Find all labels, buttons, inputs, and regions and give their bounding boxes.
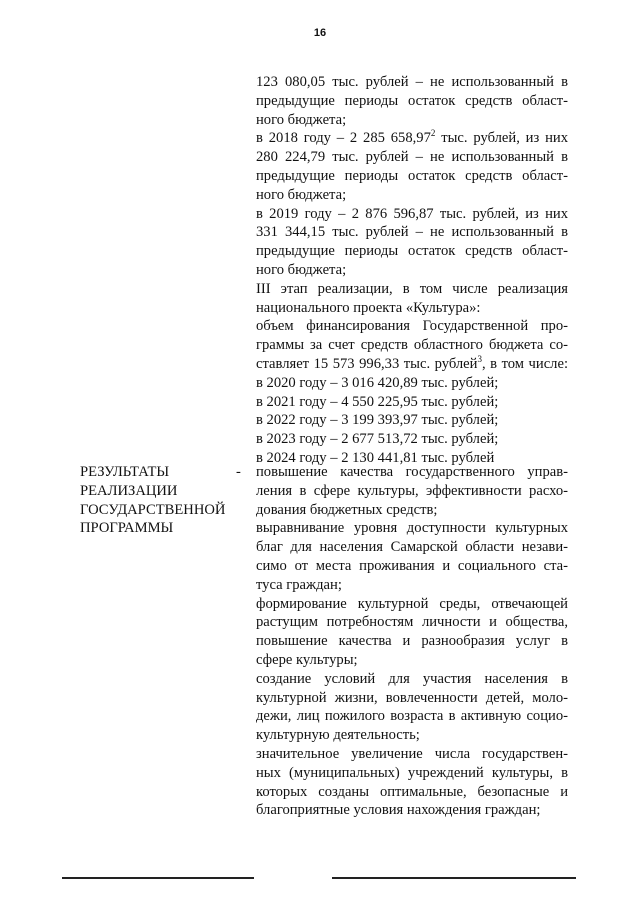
text-line: благоприятные условия нахождения граждан; xyxy=(256,802,541,819)
text-line: в 2020 году – 3 016 420,89 тыс. рублей; xyxy=(256,374,499,391)
text-segment: , в том числе: xyxy=(481,355,568,372)
heading-line: РЕАЛИЗАЦИИ xyxy=(80,482,178,499)
text-line: ного бюджета; xyxy=(256,261,347,278)
results-dash: - xyxy=(236,464,241,480)
text-line: сфере культуры; xyxy=(256,651,358,668)
footnote-mark: 3 xyxy=(477,354,482,365)
text-line: ного бюджета; xyxy=(256,111,347,128)
text-line: повышение качества государственного управ- xyxy=(256,464,568,480)
text-line: предыдущие периоды остаток средств област- xyxy=(256,167,568,184)
text-line: ления в сфере культуры, эффективности расхо- xyxy=(256,482,568,499)
text-line: в 2022 году – 3 199 393,97 тыс. рублей; xyxy=(256,412,499,429)
text-line: предыдущие периоды остаток средств област- xyxy=(256,92,568,109)
results-text-block xyxy=(256,463,568,820)
text-line: дежи, лиц пожилого возраста в активную социо- xyxy=(256,708,568,725)
text-line: которых созданы оптимальные, безопасные и xyxy=(256,783,568,800)
heading-line: ПРОГРАММЫ xyxy=(80,520,174,537)
text-line: национального проекта «Культура»: xyxy=(256,299,481,316)
text-segment: ставляет 15 573 996,33 тыс. рублей xyxy=(256,355,478,372)
text-line: симо от места проживания и социального ста- xyxy=(256,557,568,574)
text-line: благ для населения Самарской области незави- xyxy=(256,539,568,556)
page-number: 16 xyxy=(313,27,327,39)
text-line: 280 224,79 тыс. рублей – не использованный в xyxy=(256,149,568,166)
text-line: предыдущие периоды остаток средств област- xyxy=(256,243,568,260)
text-line: повышение качества и разнообразия услуг в xyxy=(256,633,568,650)
heading-line: РЕЗУЛЬТАТЫ xyxy=(80,464,170,480)
text-line: культурной жизни, вовлеченности детей, моло- xyxy=(256,689,568,706)
heading-line: ГОСУДАРСТВЕННОЙ xyxy=(80,501,226,518)
text-line: культурную деятельность; xyxy=(256,727,420,744)
text-line: III этап реализации, в том числе реализация xyxy=(256,280,568,297)
text-line: выравнивание уровня доступности культурных xyxy=(256,520,568,537)
text-line: дования бюджетных средств; xyxy=(256,501,438,518)
text-segment: тыс. рублей, из них xyxy=(435,130,568,147)
text-segment: в 2018 году – 2 285 658,97 xyxy=(256,130,431,147)
text-line: в 2019 году – 2 876 596,87 тыс. рублей, из них xyxy=(256,205,568,222)
text-line: 331 344,15 тыс. рублей – не использованный в xyxy=(256,224,568,241)
text-line: туса граждан; xyxy=(256,576,342,593)
footnote-mark: 2 xyxy=(430,128,436,139)
text-line: растущим потребностям личности и общества, xyxy=(256,614,568,631)
text-line: создание условий для участия населения в xyxy=(256,670,568,687)
text-line: ных (муниципальных) учреждений культуры, в xyxy=(256,764,568,781)
text-line: формирование культурной среды, отвечающей xyxy=(256,595,568,612)
footer-rule-right xyxy=(332,877,576,879)
text-line: значительное увеличение числа государствен- xyxy=(256,745,568,762)
text-line xyxy=(256,129,568,148)
results-heading xyxy=(80,463,240,538)
text-line: в 2024 году – 2 130 441,81 тыс. рублей xyxy=(256,449,495,466)
text-line: в 2021 году – 4 550 225,95 тыс. рублей; xyxy=(256,393,499,410)
text-line: 123 080,05 тыс. рублей – не использованный в xyxy=(256,74,568,90)
text-line: граммы за счет средств областного бюджета со- xyxy=(256,337,568,354)
text-line: ного бюджета; xyxy=(256,186,347,203)
text-line: объем финансирования Государственной про- xyxy=(256,318,568,335)
funding-text-block xyxy=(256,73,568,468)
footer-rule-left xyxy=(62,877,254,879)
text-line xyxy=(256,355,568,374)
text-line: в 2023 году – 2 677 513,72 тыс. рублей; xyxy=(256,431,499,448)
